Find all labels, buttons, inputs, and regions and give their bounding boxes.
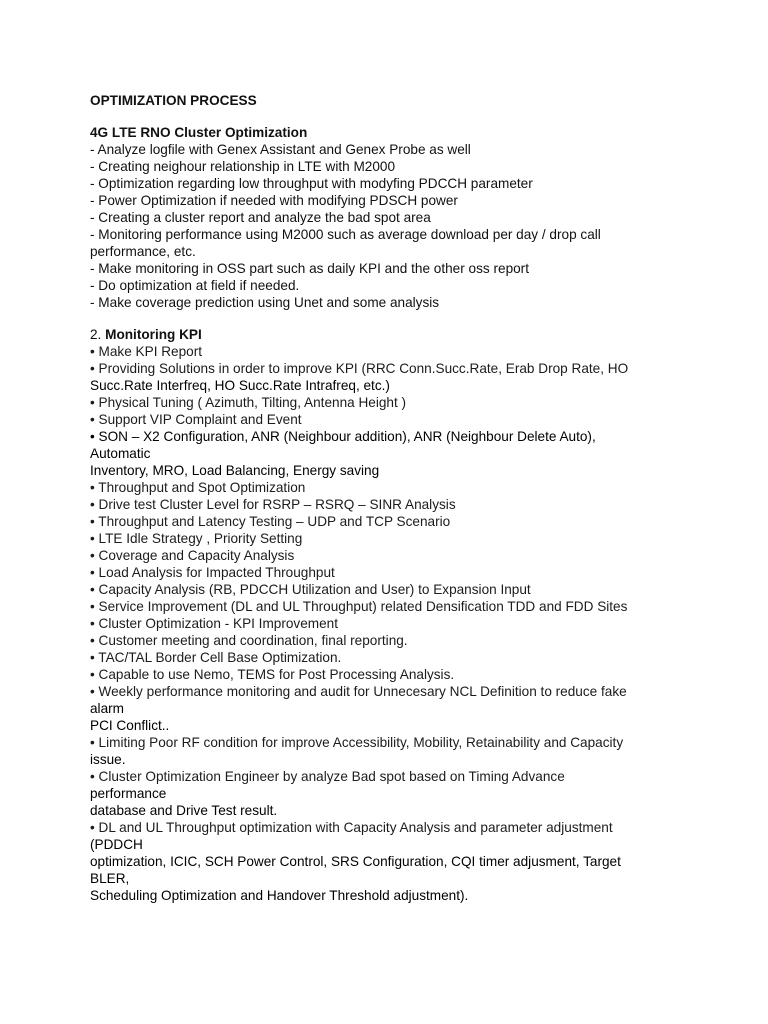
list-item: - Do optimization at field if needed. [90, 278, 300, 293]
list-item: optimization, ICIC, SCH Power Control, SRS Configuration, CQI timer adjusment, Target [90, 854, 621, 869]
list-item: Inventory, MRO, Load Balancing, Energy saving [90, 463, 380, 478]
list-item: • Make KPI Report [90, 344, 203, 359]
list-item: Scheduling Optimization and Handover Threshold adjustment). [90, 888, 469, 903]
list-item: - Make coverage prediction using Unet and some analysis [90, 295, 440, 310]
list-item: • Customer meeting and coordination, final reporting. [90, 633, 408, 648]
list-item: - Optimization regarding low throughput with modyfing PDCCH parameter [90, 176, 533, 191]
list-item: • Coverage and Capacity Analysis [90, 548, 295, 563]
list-item: • Cluster Optimization Engineer by analyze Bad spot based on Timing Advance [90, 769, 565, 784]
list-item: • Capacity Analysis (RB, PDCCH Utilization and User) to Expansion Input [90, 582, 531, 597]
list-item: database and Drive Test result. [90, 803, 278, 818]
list-item: • Support VIP Complaint and Event [90, 412, 302, 427]
list-item: - Analyze logfile with Genex Assistant and Genex Probe as well [90, 142, 471, 157]
list-item: (PDDCH [90, 837, 143, 852]
list-item: • Load Analysis for Impacted Throughput [90, 565, 335, 580]
list-item: - Power Optimization if needed with modifying PDSCH power [90, 193, 458, 208]
section-monitoring-kpi-list [90, 343, 680, 904]
list-item: - Creating a cluster report and analyze the bad spot area [90, 210, 431, 225]
list-item: alarm [90, 701, 124, 716]
section-lte-rno-list [90, 141, 680, 311]
list-item: Succ.Rate Interfreq, HO Succ.Rate Intrafreq, etc.) [90, 378, 390, 393]
list-item: BLER, [90, 871, 130, 886]
list-item: • Service Improvement (DL and UL Throughput) related Densification TDD and FDD Sites [90, 599, 628, 614]
list-item: • DL and UL Throughput optimization with Capacity Analysis and parameter adjustment [90, 820, 613, 835]
list-item: PCI Conflict.. [90, 718, 170, 733]
section-heading-monitoring-kpi [90, 326, 680, 343]
list-item: • Physical Tuning ( Azimuth, Tilting, Antenna Height ) [90, 395, 407, 410]
list-item: Automatic [90, 446, 151, 461]
section-heading-lte-rno: 4G LTE RNO Cluster Optimization [90, 125, 308, 140]
list-item: • Providing Solutions in order to improve KPI (RRC Conn.Succ.Rate, Erab Drop Rate, HO [90, 361, 629, 376]
list-item: performance [90, 786, 167, 801]
document-page [90, 92, 680, 904]
spacer [90, 109, 680, 124]
list-item: performance, etc. [90, 244, 196, 259]
list-item: issue. [90, 752, 126, 767]
list-item: • Throughput and Spot Optimization [90, 480, 306, 495]
section-title: Monitoring KPI [105, 327, 202, 342]
list-item: • Weekly performance monitoring and audit for Unnecesary NCL Definition to reduce fake [90, 684, 627, 699]
list-item: • Throughput and Latency Testing – UDP and TCP Scenario [90, 514, 451, 529]
list-item: • LTE Idle Strategy , Priority Setting [90, 531, 303, 546]
list-item: - Make monitoring in OSS part such as daily KPI and the other oss report [90, 261, 529, 276]
document-title: OPTIMIZATION PROCESS [90, 93, 257, 108]
list-item: - Monitoring performance using M2000 such as average download per day / drop call [90, 227, 601, 242]
list-item: • Cluster Optimization - KPI Improvement [90, 616, 339, 631]
spacer [90, 311, 680, 326]
list-item: • SON – X2 Configuration, ANR (Neighbour addition), ANR (Neighbour Delete Auto), [90, 429, 596, 444]
list-item: • TAC/TAL Border Cell Base Optimization. [90, 650, 342, 665]
section-number: 2. [90, 327, 106, 342]
list-item: • Capable to use Nemo, TEMS for Post Processing Analysis. [90, 667, 455, 682]
list-item: • Drive test Cluster Level for RSRP – RSRQ – SINR Analysis [90, 497, 456, 512]
list-item: - Creating neighour relationship in LTE with M2000 [90, 159, 396, 174]
list-item: • Limiting Poor RF condition for improve Accessibility, Mobility, Retainability and Capacity [90, 735, 624, 750]
